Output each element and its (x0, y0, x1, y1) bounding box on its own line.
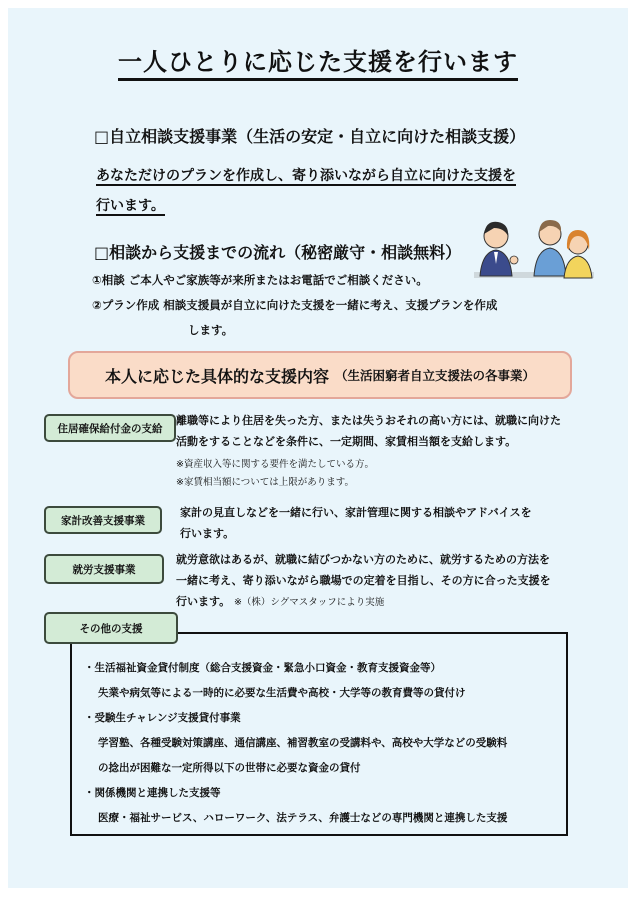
banner-title: 本人に応じた具体的な支援内容 (104, 366, 329, 386)
other-item-3: ・関係機関と連携した支援等 (84, 787, 221, 799)
other-item-1: ・生活福祉資金貸付制度（総合支援資金・緊急小口資金・教育支援資金等） (84, 662, 441, 674)
consultation-lead (96, 161, 566, 221)
employment-support-label: 就労支援事業 (44, 554, 164, 584)
other-support-list (84, 656, 564, 831)
employment-support-description (176, 549, 596, 613)
housing-benefit-description (176, 410, 596, 452)
other-item-2-detail-2: の捻出が困難な一定所得以下の世帯に必要な資金の貸付 (98, 762, 361, 774)
housing-benefit-note-1: ※資産収入等に関する要件を満たしている方。 (176, 459, 374, 470)
other-item-1-detail: 失業や病気等による一時的に必要な生活費や高校・大学等の教育費等の貸付け (98, 687, 466, 699)
housing-benefit-line-2: 活動をすることなどを条件に、一定期間、家賃相当額を支給します。 (176, 435, 517, 448)
page-title-text: 一人ひとりに応じた支援を行います (118, 48, 518, 81)
page-title (8, 42, 628, 77)
flyer-page (8, 8, 628, 888)
housing-benefit-line-1: 離職等により住居を失った方、または失うおそれの高い方には、就職に向けた (176, 414, 561, 427)
banner-subtitle: （生活困窮者自立支援法の各事業） (335, 368, 536, 383)
support-content-banner (68, 351, 572, 399)
flow-step-2: ②プラン作成 相談支援員が自立に向けた支援を一緒に考え、支援プランを作成 (92, 298, 498, 312)
lead-line-1: あなただけのプランを作成し、寄り添いながら自立に向けた支援を (96, 168, 516, 184)
employment-support-line-3 (176, 591, 596, 613)
flow-heading: □相談から支援までの流れ（秘密厳守・相談無料） (94, 243, 462, 262)
household-budget-label: 家計改善支援事業 (44, 506, 162, 534)
household-budget-description (180, 502, 600, 544)
flow-step-2-cont: します。 (188, 323, 234, 337)
employment-support-provider-note: ※（株）シグマスタッフにより実施 (233, 597, 385, 608)
consultation-people-illustration (474, 214, 594, 292)
other-item-3-detail: 医療・福祉サービス、ハローワーク、法テラス、弁護士などの専門機関と連携した支援 (98, 812, 508, 824)
other-item-2-detail-1: 学習塾、各種受験対策講座、通信講座、補習教室の受講料や、高校や大学などの受験料 (98, 737, 508, 749)
consultation-heading: □自立相談支援事業（生活の安定・自立に向けた相談支援） (94, 127, 526, 146)
other-item-2: ・受験生チャレンジ支援貸付事業 (84, 712, 241, 724)
employment-support-line-2: 一緒に考え、寄り添いながら職場での定着を目指し、その方に合った支援を (176, 574, 551, 587)
flow-step-1: ①相談 ご本人やご家族等が来所またはお電話でご相談ください。 (92, 273, 428, 287)
housing-benefit-note-2: ※家賃相当額については上限があります。 (176, 477, 355, 488)
other-support-label: その他の支援 (44, 612, 178, 644)
employment-support-line-1: 就労意欲はあるが、就職に結びつかない方のために、就労するための方法を (176, 553, 550, 566)
household-budget-line-2: 行います。 (180, 527, 235, 540)
lead-line-2: 行います。 (96, 198, 165, 214)
housing-benefit-label: 住居確保給付金の支給 (44, 414, 176, 442)
employment-support-line-3-text: 行います。 (176, 595, 231, 608)
housing-benefit-notes (176, 456, 374, 492)
household-budget-line-1: 家計の見直しなどを一緒に行い、家計管理に関する相談やアドバイスを (180, 506, 532, 519)
